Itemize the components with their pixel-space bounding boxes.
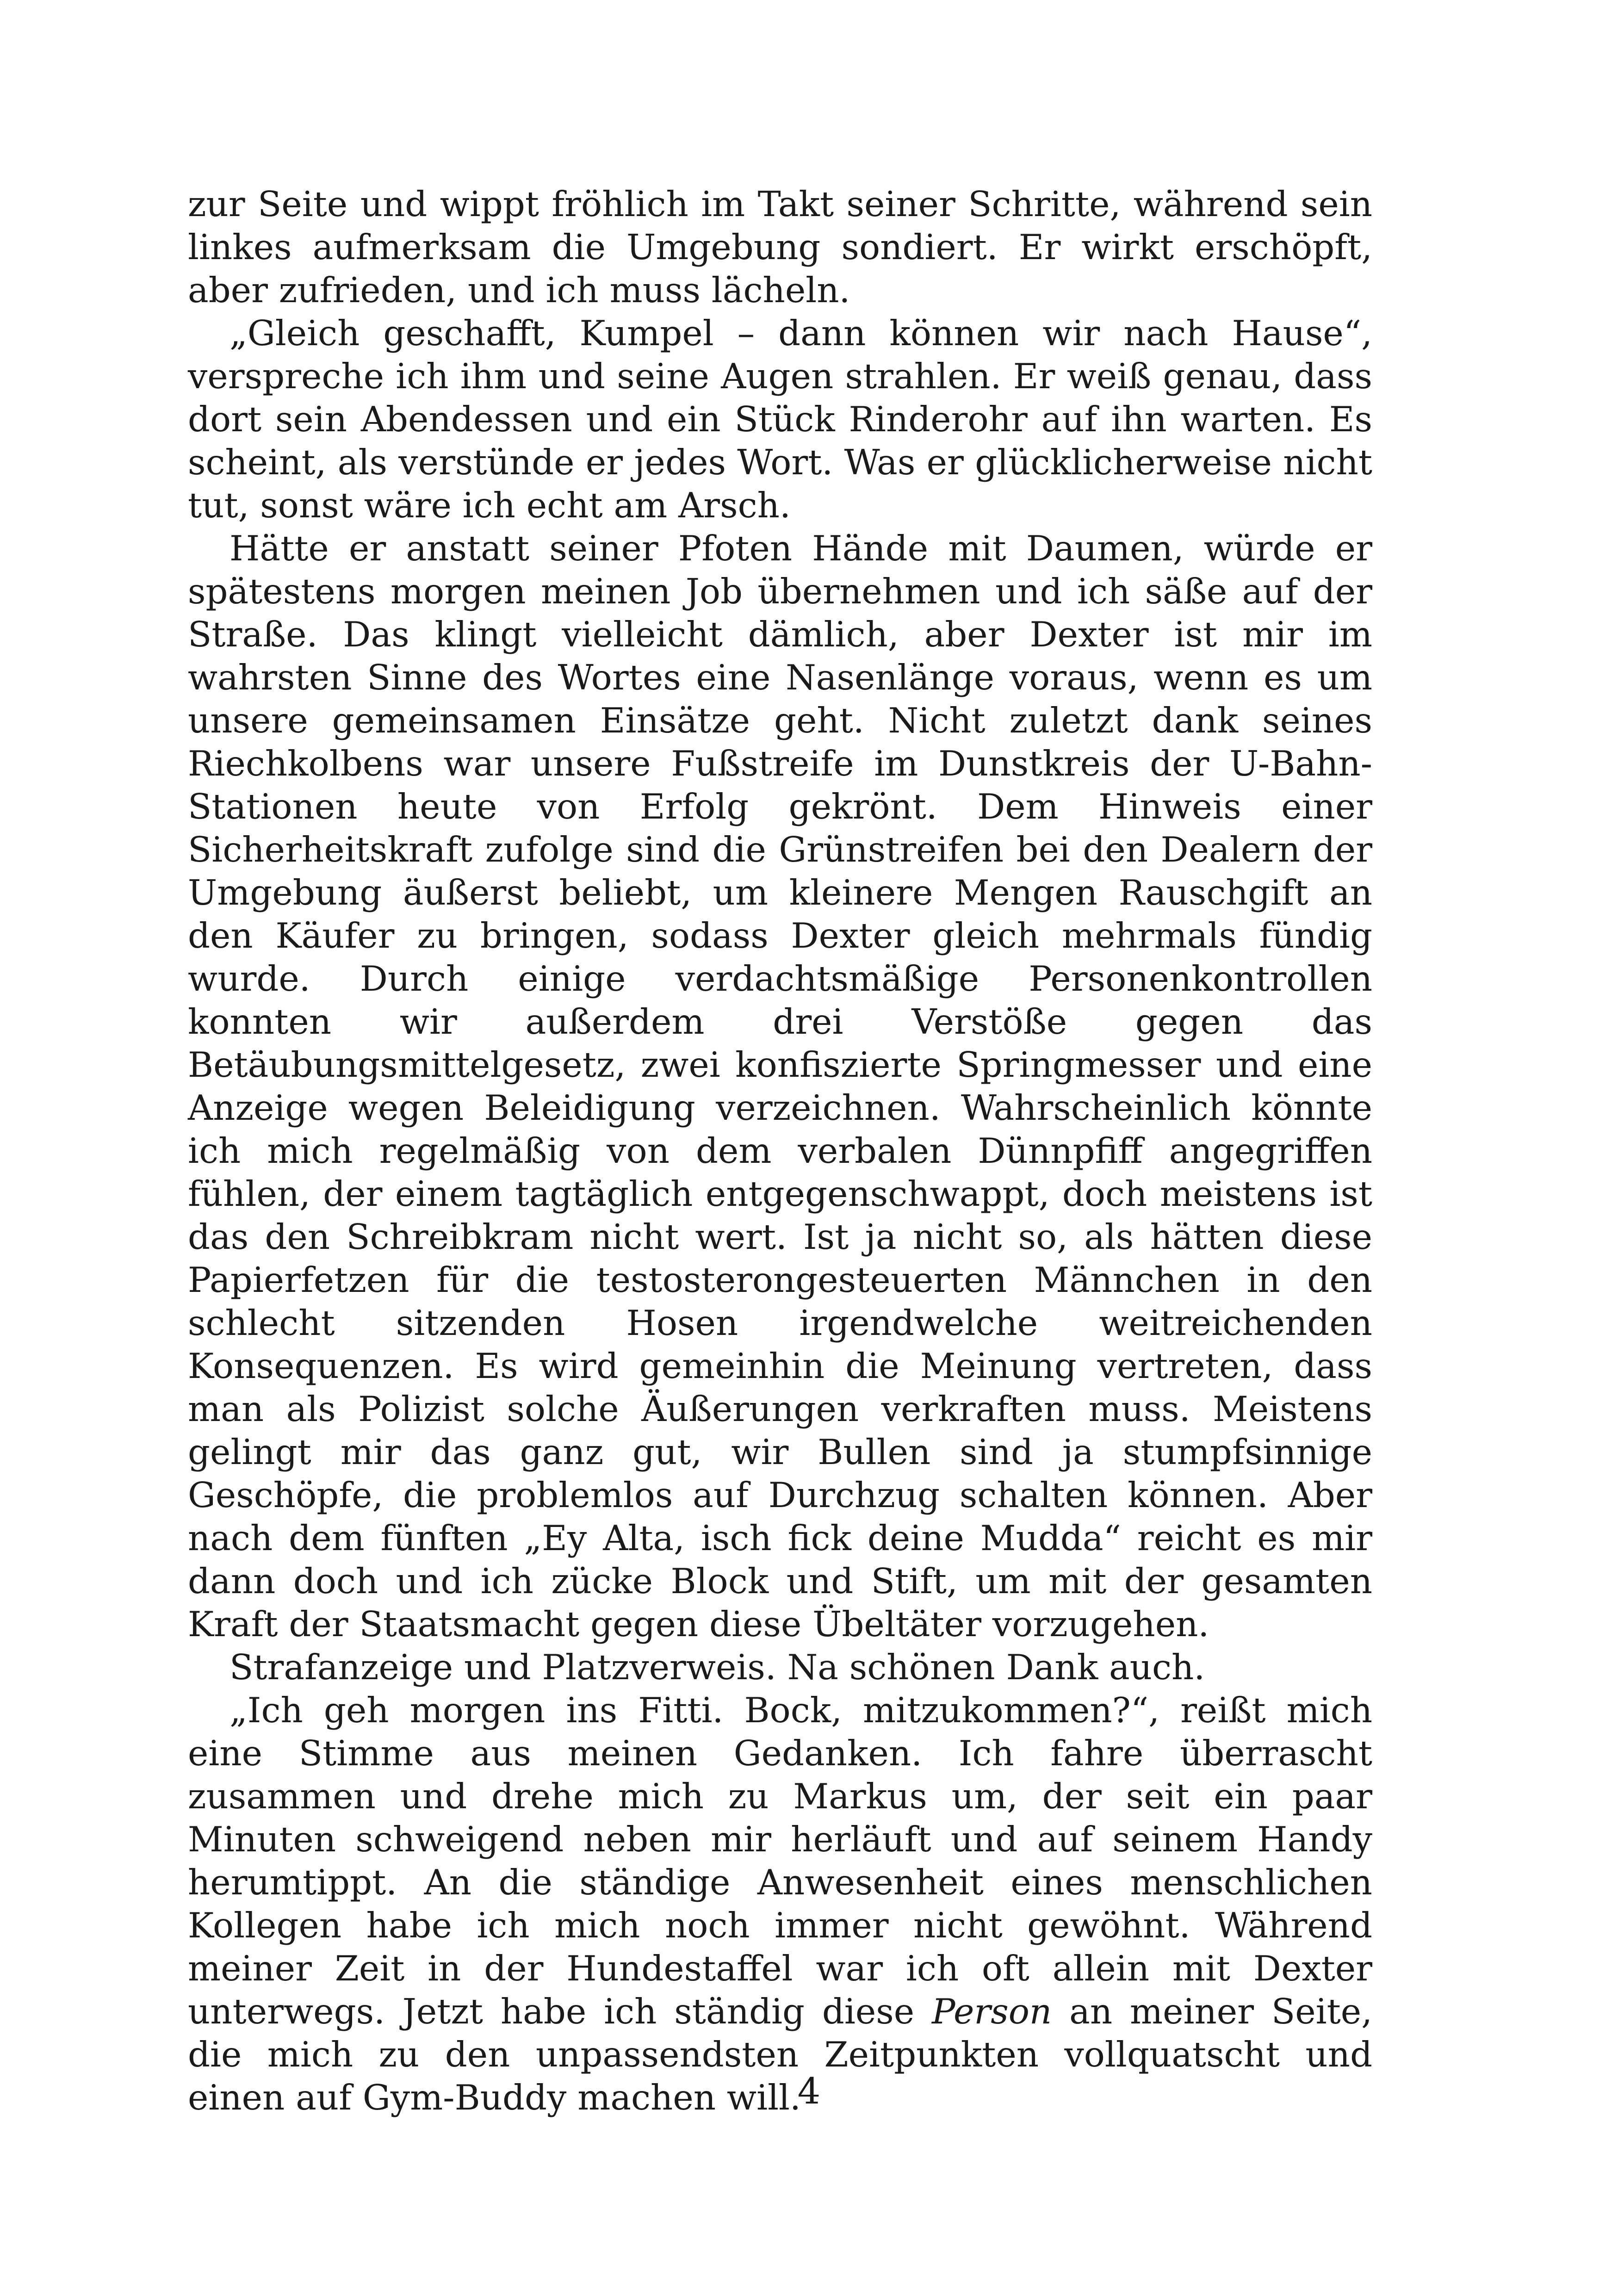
paragraph-1: zur Seite und wippt fröhlich im Takt seiner Schritte, während sein linkes aufmerksam die Umgebung sondiert. Er wirkt erschöpft, aber zufrieden, und ich muss lächeln. [188, 184, 1372, 310]
body-text [188, 183, 1372, 2119]
paragraph-5 [188, 1689, 1372, 2119]
page-number: 4 [797, 2071, 821, 2112]
paragraph-2: „Gleich geschafft, Kumpel – dann können wir nach Hause“, verspreche ich ihm und seine Augen strahlen. Er weiß genau, dass dort sein Abendessen und ein Stück Rinderohr auf ihn warten. Es scheint, als verstünde er jedes Wort. Was er glücklicherweise nicht tut, sonst wäre ich echt am Arsch. [188, 313, 1372, 526]
paragraph-5-part-1: „Ich geh morgen ins Fitti. Bock, mitzukommen?“, reißt mich eine Stimme aus meinen Gedanken. Ich fahre überrascht zusammen und drehe mich zu Markus um, der seit ein paar Minuten schweigend neben mir herläuft und auf seinem Handy herumtippt. An die ständige Anwesenheit eines menschlichen Kollegen habe ich mich noch immer nicht gewöhnt. Während meiner Zeit in der Hundestaffel war ich oft allein mit Dexter unterwegs. Jetzt habe ich ständig diese [188, 1690, 1372, 2032]
paragraph-3: Hätte er anstatt seiner Pfoten Hände mit Daumen, würde er spätestens morgen meinen Job übernehmen und ich säße auf der Straße. Das klingt vielleicht dämlich, aber Dexter ist mir im wahrsten Sinne des Wortes eine Nasenlänge voraus, wenn es um unsere gemeinsamen Einsätze geht. Nicht zuletzt dank seines Riechkolbens war unsere Fußstreife im Dunstkreis der U-Bahn-Stationen heute von Erfolg gekrönt. Dem Hinweis einer Sicherheitskraft zufolge sind die Grünstreifen bei den Dealern der Umgebung äußerst beliebt, um kleinere Mengen Rauschgift an den Käufer zu bringen, sodass Dexter gleich mehrmals fündig wurde. Durch einige verdachtsmäßige Personenkontrollen konnten wir außerdem drei Verstöße gegen das Betäubungsmittelgesetz, zwei konfiszierte Springmesser und eine Anzeige wegen Beleidigung verzeichnen. Wahrscheinlich könnte ich mich regelmäßig von dem verbalen Dünnpfiff angegriffen fühlen, der einem tagtäglich entgegenschwappt, doch meistens ist das den Schreibkram nicht wert. Ist ja nicht so, als hätten diese Papierfetzen für die testosterongesteuerten Männchen in den schlecht sitzenden Hosen irgendwelche weitreichenden Konsequenzen. Es wird gemeinhin die Meinung vertreten, dass man als Polizist solche Äußerungen verkraften muss. Meistens gelingt mir das ganz gut, wir Bullen sind ja stumpfsinnige Geschöpfe, die problemlos auf Durchzug schalten können. Aber nach dem fünften „Ey Alta, isch fick deine Mudda“ reicht es mir dann doch und ich zücke Block und Stift, um mit der gesamten Kraft der Staatsmacht gegen diese Übeltäter vorzugehen. [188, 528, 1372, 1644]
paragraph-4: Strafanzeige und Platzverweis. Na schönen Dank auch. [229, 1647, 1205, 1688]
paragraph-5-part-2: an meiner Seite, die mich zu den unpassendsten Zeitpunkten vollquatscht und einen auf Gym-Buddy machen will. [188, 1991, 1372, 2118]
emphasized-word: Person [931, 1991, 1052, 2032]
